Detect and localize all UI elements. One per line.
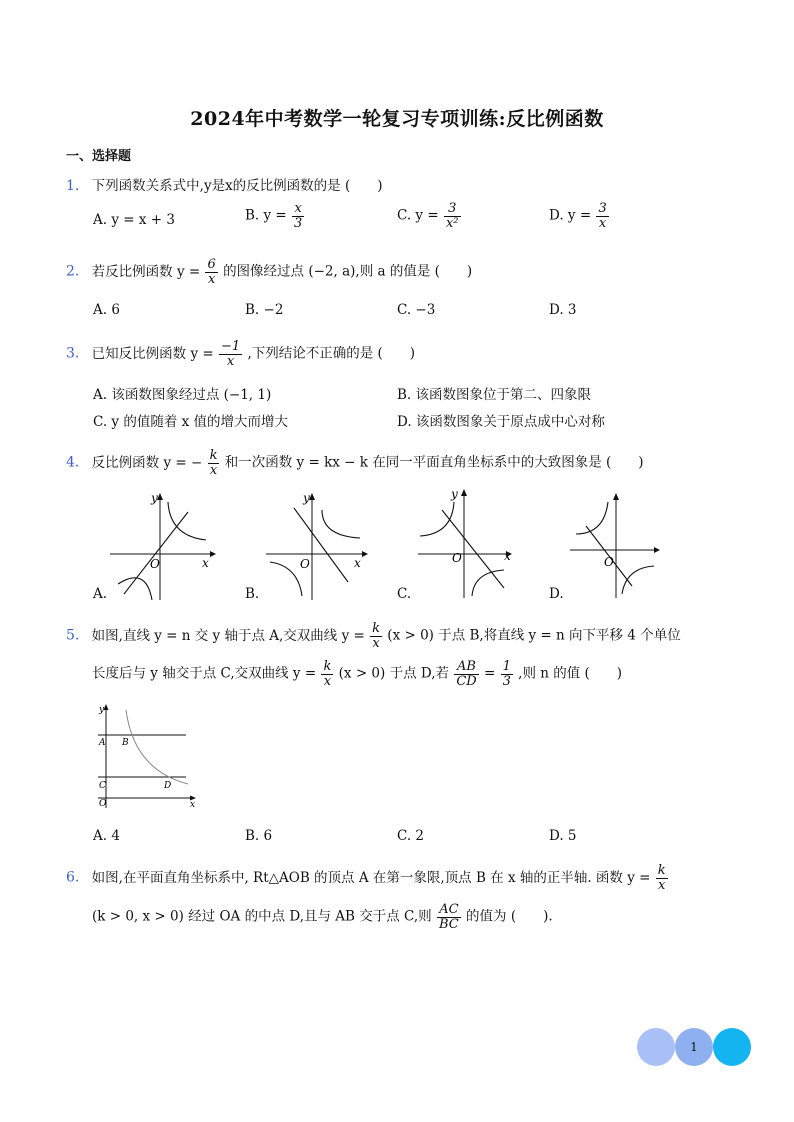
question-stem: 若反比例函数 y =: [91, 263, 201, 280]
denominator: BC: [438, 916, 459, 932]
label-c: C: [99, 781, 106, 791]
numerator: 3: [444, 202, 461, 217]
option-c: C. −3: [397, 302, 436, 318]
option-c: [397, 202, 462, 230]
denominator: x: [323, 673, 332, 689]
y-label: y: [99, 705, 105, 715]
linear-graph: [442, 510, 504, 588]
arrow-icon: [210, 551, 216, 557]
option-c: C. 2: [397, 828, 425, 844]
numerator: x: [292, 202, 304, 217]
arrow-icon: [309, 493, 315, 500]
denominator: x: [226, 353, 235, 369]
question-stem: 已知反比例函数 y =: [91, 345, 214, 362]
denominator: CD: [456, 673, 477, 689]
graph-a: [110, 488, 222, 602]
numerator: 1: [502, 659, 511, 674]
option-a: A. 该函数图象经过点 (−1, 1): [93, 387, 272, 403]
page-number-text: 1: [690, 1040, 698, 1054]
question-stem: 如图,直线 y = n 交 y 轴于点 A,交双曲线 y =: [91, 627, 365, 644]
option-a: A. 6: [93, 302, 120, 318]
option-b: B. 6: [245, 828, 273, 844]
label-b: B: [122, 738, 129, 748]
option-b: [245, 202, 305, 230]
denominator: x: [207, 271, 216, 287]
page-title: 2024年中考数学一轮复习专项训练:反比例函数: [190, 108, 604, 130]
question-4: [66, 449, 644, 477]
hyperbola-branch: [118, 578, 152, 600]
x-label: x: [202, 556, 209, 570]
numerator: k: [657, 863, 666, 878]
question-stem: ,则 n 的值 ( ): [518, 665, 623, 682]
label-a: A: [99, 738, 106, 748]
hyperbola-branch: [168, 502, 206, 540]
page-number: [675, 1028, 713, 1066]
question-number: 1.: [66, 178, 80, 194]
hyperbola-branch: [322, 510, 360, 538]
question-6-line-1: [66, 864, 669, 892]
denominator: 3: [294, 215, 303, 231]
graph-c: [414, 484, 526, 602]
numerator: k: [372, 621, 380, 636]
question-6-line-2: [92, 903, 553, 931]
question-number: 2.: [66, 263, 80, 280]
graph-d: [566, 486, 678, 602]
fraction: [454, 660, 478, 688]
y-label: y: [451, 487, 458, 501]
numerator: k: [209, 448, 218, 463]
question-5-line-2: [92, 660, 622, 688]
label-o: O: [99, 799, 107, 809]
denominator: x: [658, 877, 666, 893]
hyperbola-branch: [472, 570, 504, 596]
numerator: AB: [454, 660, 478, 675]
numerator: −1: [220, 339, 241, 354]
question-number: 5.: [66, 627, 80, 644]
question-number: 4.: [66, 454, 80, 471]
y-label: y: [151, 491, 158, 505]
denominator: x: [598, 215, 607, 231]
hyperbola-branch: [270, 562, 302, 596]
option-d: [549, 202, 610, 230]
question-stem: 长度后与 y 轴交于点 C,交双曲线 y =: [92, 665, 317, 682]
option-d: D. 该函数图象关于原点成中心对称: [397, 414, 605, 430]
arrow-icon: [613, 493, 619, 500]
question-stem: (x > 0) 于点 B,将直线 y = n 向下平移 4 个单位: [387, 627, 681, 644]
option-a: A. y = x + 3: [93, 212, 175, 228]
option-b: B.: [245, 586, 260, 602]
option-a: A. 4: [93, 828, 120, 844]
question-number: 3.: [66, 345, 80, 362]
origin-label: O: [604, 555, 614, 569]
question-number: 6.: [66, 869, 80, 886]
denominator: x²: [445, 215, 459, 231]
option-b: B. 该函数图象位于第二、四象限: [397, 387, 592, 403]
x-label: x: [504, 549, 511, 563]
option-a: A.: [93, 586, 108, 602]
option-d: D. 5: [549, 828, 577, 844]
section-heading: 一、选择题: [66, 149, 132, 164]
denominator: 3: [502, 673, 511, 689]
question-stem: (k > 0, x > 0) 经过 OA 的中点 D,且与 AB 交于点 C,则: [92, 908, 432, 925]
fraction: [208, 449, 220, 477]
option-text: B. y =: [245, 207, 287, 224]
option-text: D. y =: [549, 207, 592, 224]
x-label: x: [354, 556, 361, 570]
fraction: [437, 903, 461, 931]
hyperbola-branch: [576, 502, 608, 534]
arrow-icon: [157, 493, 163, 500]
question-stem: 反比例函数 y = −: [91, 454, 203, 471]
arrow-icon: [461, 489, 467, 496]
question-3: [66, 340, 415, 368]
origin-label: O: [452, 551, 462, 565]
x-label: x: [190, 800, 196, 810]
question-stem: (x > 0) 于点 D,若: [338, 665, 450, 682]
y-label: y: [303, 491, 310, 505]
denominator: x: [372, 635, 380, 651]
fraction: [205, 258, 217, 286]
label-d: D: [164, 781, 172, 791]
arrow-icon: [362, 551, 368, 557]
option-c: C.: [397, 586, 412, 602]
q5-figure: [90, 700, 206, 812]
arrow-icon: [104, 704, 109, 710]
graph-b: [262, 488, 374, 602]
question-stem: 和一次函数 y = kx − k 在同一平面直角坐标系中的大致图象是 ( ): [224, 454, 644, 471]
option-d: D.: [549, 586, 564, 602]
fraction: [321, 660, 333, 688]
numerator: 3: [598, 201, 607, 216]
question-stem: 的图像经过点 (−2, a),则 a 的值是 ( ): [223, 263, 473, 280]
fraction: [370, 622, 382, 650]
denominator: x: [209, 462, 218, 478]
numerator: AC: [437, 903, 461, 918]
page-decoration-circle: [713, 1028, 751, 1066]
origin-label: O: [300, 557, 310, 571]
question-stem: 的值为 ( ).: [466, 908, 553, 925]
fraction: [596, 202, 608, 230]
fraction: [501, 660, 513, 688]
fraction: [292, 202, 304, 230]
question-stem: ,下列结论不正确的是 ( ): [247, 345, 416, 362]
fraction: [656, 864, 668, 892]
option-c: C. y 的值随着 x 值的增大而增大: [93, 414, 289, 430]
question-5-line-1: [66, 622, 681, 650]
question-stem: 如图,在平面直角坐标系中, Rt△AOB 的顶点 A 在第一象限,顶点 B 在 x 轴的正半轴. 函数 y =: [91, 869, 651, 886]
equals-sign: =: [483, 665, 496, 682]
option-text: C. y =: [397, 207, 439, 224]
option-d: D. 3: [549, 302, 577, 318]
arrow-icon: [654, 547, 660, 553]
hyperbola: [126, 710, 188, 784]
fraction: [444, 202, 461, 230]
origin-label: O: [150, 557, 160, 571]
linear-graph: [124, 512, 188, 594]
question-1: [66, 174, 383, 194]
numerator: 6: [207, 257, 216, 272]
numerator: k: [323, 659, 332, 674]
question-2: [66, 258, 472, 286]
option-b: B. −2: [245, 302, 284, 318]
page-decoration-circle: [637, 1028, 675, 1066]
fraction: [219, 340, 242, 368]
question-stem: 下列函数关系式中,y是x的反比例函数的是 ( ): [91, 178, 383, 194]
